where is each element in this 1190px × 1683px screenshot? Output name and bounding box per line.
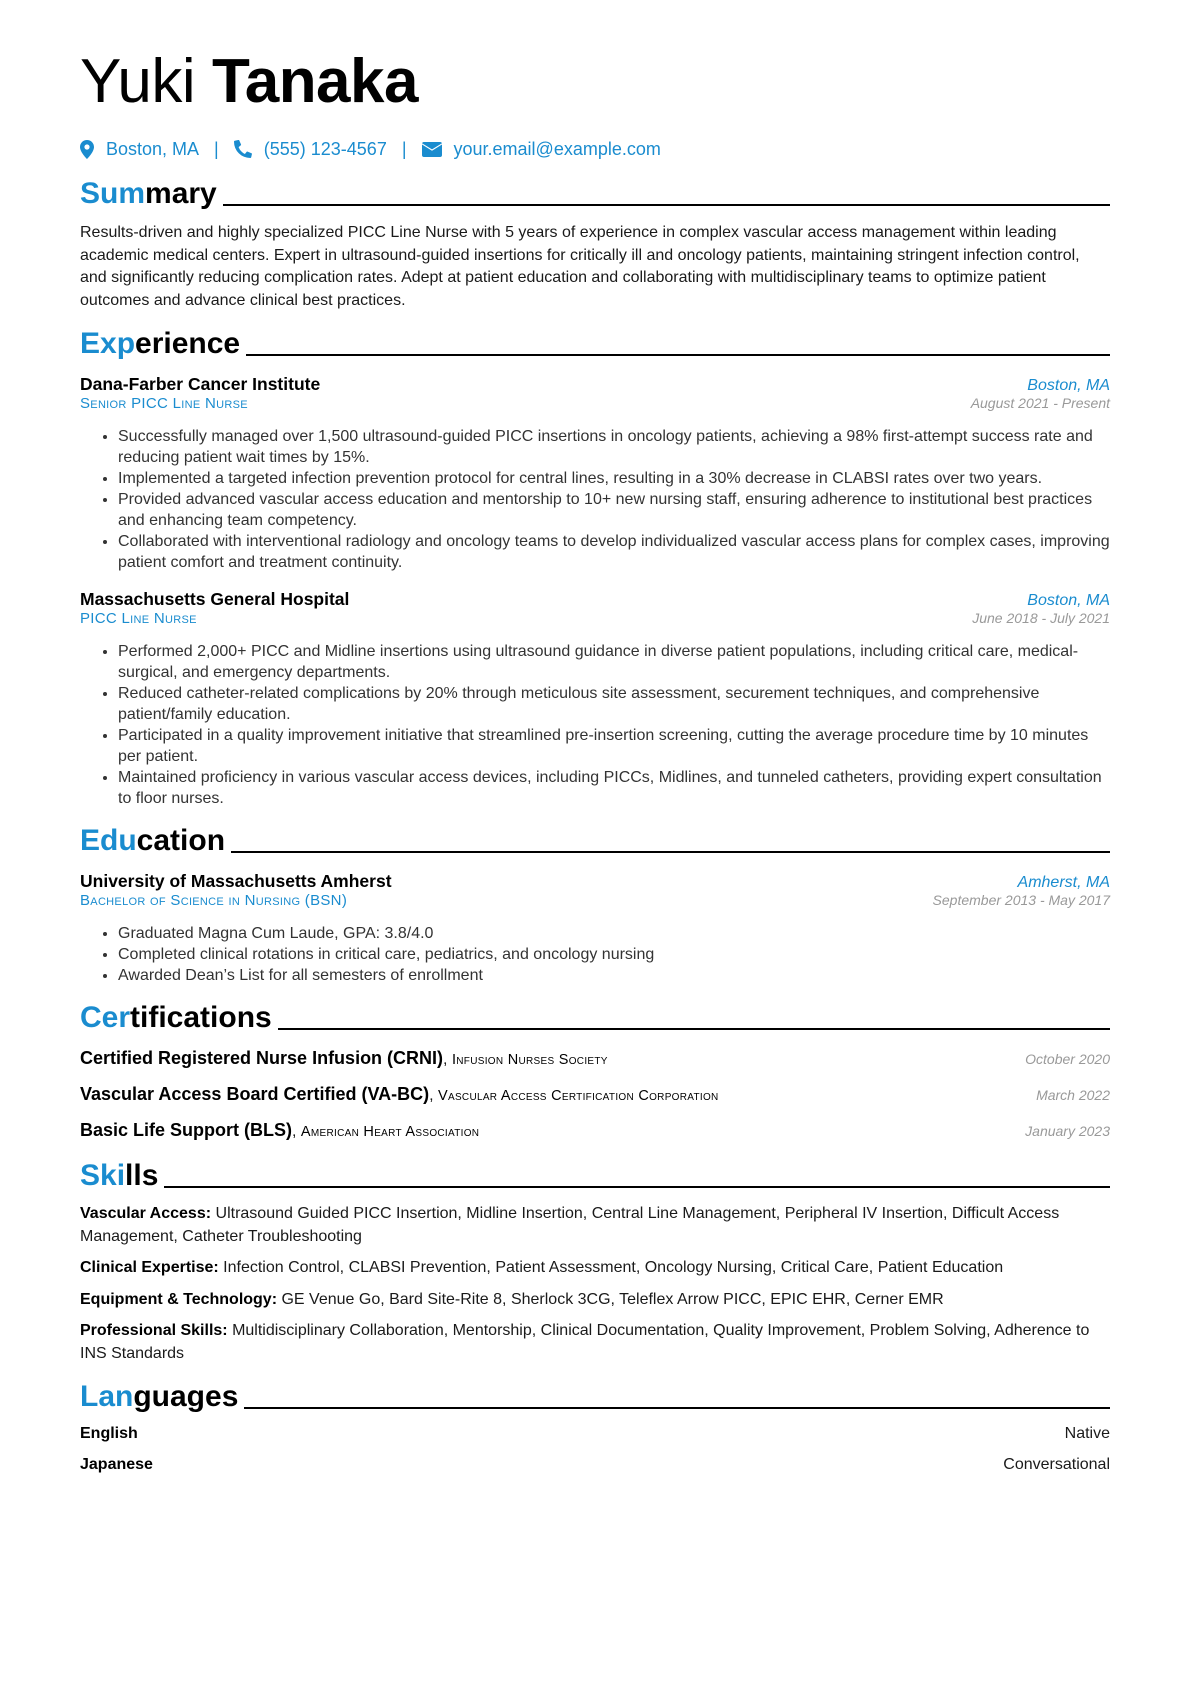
entry-bullets <box>80 923 1110 986</box>
section-title <box>80 176 217 212</box>
section-title-rest: cation <box>136 824 226 857</box>
section-title <box>80 823 225 859</box>
skill-group <box>80 1203 1110 1248</box>
language-level: Native <box>1064 1425 1110 1442</box>
bullet-item: • Successfully managed over 1,500 ultrasound-guided PICC insertions in oncology patients, achieving a 98% first-attempt success rate and reducing patient wait times by 15%. <box>118 426 1110 468</box>
last-name: Tanaka <box>211 47 419 116</box>
section-title-accent: Edu <box>80 824 137 857</box>
section-rule <box>231 851 1110 853</box>
certification-name: Vascular Access Board Certified (VA-BC) <box>80 1084 430 1104</box>
section-title <box>80 326 240 362</box>
bullet-item: • Participated in a quality improvement initiative that streamlined pre-insertion screening, cutting the average procedure time by 10 minutes per patient. <box>118 725 1110 767</box>
language-item <box>80 1425 1110 1446</box>
entry-location: Boston, MA <box>1027 592 1110 609</box>
entry-bullets <box>80 426 1110 573</box>
skill-group <box>80 1289 1110 1312</box>
section-title-accent: Lan <box>80 1380 134 1413</box>
bullet-item: • Awarded Dean’s List for all semesters of enrollment <box>118 965 1110 986</box>
entry-dates: August 2021 - Present <box>970 395 1110 411</box>
certification-issuer: Vascular Access Certification Corporation <box>438 1088 719 1104</box>
entry-title: Senior PICC Line Nurse <box>80 395 248 412</box>
first-name: Yuki <box>80 47 196 116</box>
summary-heading <box>80 172 1110 212</box>
skill-value: Ultrasound Guided PICC Insertion, Midline Insertion, Central Line Management, Peripheral IV Insertion, Difficult Access Management, Catheter Troubleshooting <box>80 1205 1060 1245</box>
certification-name: Certified Registered Nurse Infusion (CRNI) <box>80 1048 444 1068</box>
language-name: English <box>80 1425 138 1442</box>
contact-separator: | <box>401 138 407 159</box>
entry-dates: September 2013 - May 2017 <box>932 892 1110 908</box>
bullet-item: • Provided advanced vascular access education and mentorship to 10+ new nursing staff, ensuring adherence to institutional best practices and enhancing team competency. <box>118 489 1110 531</box>
entry-dates: June 2018 - July 2021 <box>972 610 1110 626</box>
certification-item: Basic Life Support (BLS), American Heart Association January 2023 <box>80 1120 1110 1140</box>
email-text: your.email@example.com <box>453 138 661 159</box>
entry-title: PICC Line Nurse <box>80 610 197 627</box>
section-title-rest: lls <box>125 1159 159 1192</box>
phone-icon <box>234 140 252 158</box>
section-title-rest: guages <box>133 1380 239 1413</box>
section-title-accent: Exp <box>80 327 136 360</box>
section-title <box>80 1379 238 1415</box>
skill-group <box>80 1320 1110 1365</box>
education-entry <box>80 871 1110 986</box>
experience-heading <box>80 322 1110 362</box>
section-rule <box>244 1407 1110 1409</box>
skill-value: GE Venue Go, Bard Site-Rite 8, Sherlock 3CG, Teleflex Arrow PICC, EPIC EHR, Cerner EMR <box>281 1290 944 1308</box>
skill-label: Vascular Access: <box>80 1205 212 1222</box>
entry-organization: Dana-Farber Cancer Institute <box>80 374 321 394</box>
certification-item: Certified Registered Nurse Infusion (CRNI), Infusion Nurses Society October 2020 <box>80 1048 1110 1068</box>
experience-entry <box>80 589 1110 809</box>
entry-title: Bachelor of Science in Nursing (BSN) <box>80 892 348 909</box>
section-title-rest: erience <box>135 327 241 360</box>
bullet-item: • Reduced catheter-related complications by 20% through meticulous site assessment, securement techniques, and comprehensive patient/family education. <box>118 683 1110 725</box>
section-title <box>80 1158 158 1194</box>
contact-separator: | <box>214 138 219 159</box>
section-title-accent: Ski <box>80 1159 126 1192</box>
contact-email[interactable] <box>422 139 661 160</box>
bullet-item: • Maintained proficiency in various vascular access devices, including PICCs, Midlines, and tunneled catheters, providing expert consultation to floor nurses. <box>118 767 1110 809</box>
bullet-item: • Graduated Magna Cum Laude, GPA: 3.8/4.0 <box>118 923 1110 944</box>
entry-bullets <box>80 641 1110 809</box>
section-rule <box>278 1028 1110 1030</box>
certification-issuer: American Heart Association <box>300 1124 480 1140</box>
bullet-item: • Completed clinical rotations in critical care, pediatrics, and oncology nursing <box>118 944 1110 965</box>
skill-group <box>80 1257 1110 1280</box>
language-level: Conversational <box>1003 1456 1110 1473</box>
envelope-icon <box>422 142 442 157</box>
section-rule <box>164 1186 1110 1188</box>
section-title <box>80 1000 272 1036</box>
section-rule <box>246 354 1110 356</box>
contact-location <box>80 139 199 160</box>
skill-label: Professional Skills: <box>80 1322 228 1339</box>
certification-date: January 2023 <box>1025 1123 1110 1139</box>
language-item <box>80 1456 1110 1477</box>
entry-location: Boston, MA <box>1027 377 1110 394</box>
certification-name: Basic Life Support (BLS) <box>80 1120 293 1140</box>
certification-issuer: Infusion Nurses Society <box>451 1052 608 1068</box>
summary-text: Results-driven and highly specialized PICC Line Nurse with 5 years of experience in complex vascular access management within leading academic medical centers. Expert in ultrasound-guided insertions for critically ill and oncology patients, maintaining stringent infection control, and significantly reducing complication rates. Adept at patient education and collaborating with multidisciplinary teams to optimize patient outcomes and advance clinical best practices. <box>80 224 1080 309</box>
entry-organization: Massachusetts General Hospital <box>80 589 350 609</box>
certification-date: October 2020 <box>1025 1051 1110 1067</box>
certifications-heading <box>80 996 1110 1036</box>
skill-label: Equipment & Technology: <box>80 1290 278 1308</box>
section-rule <box>223 204 1110 206</box>
bullet-item: • Performed 2,000+ PICC and Midline insertions using ultrasound guidance in diverse patient populations, including critical care, medical-surgical, and emergency departments. <box>118 641 1110 683</box>
contact-line <box>80 136 1110 162</box>
bullet-item: • Collaborated with interventional radiology and oncology teams to develop individualized vascular access plans for complex cases, improving patient comfort and treatment continuity. <box>118 531 1110 573</box>
map-pin-icon <box>80 140 94 159</box>
education-heading <box>80 819 1110 859</box>
location-text: Boston, MA <box>106 138 200 159</box>
certification-item: Vascular Access Board Certified (VA-BC), Vascular Access Certification Corporation March 2022 <box>80 1084 1110 1104</box>
contact-phone[interactable] <box>234 139 387 160</box>
entry-organization: University of Massachusetts Amherst <box>80 871 392 891</box>
experience-entry <box>80 374 1110 573</box>
entry-location: Amherst, MA <box>1017 874 1110 891</box>
language-name: Japanese <box>80 1456 153 1473</box>
section-title-rest: tifications <box>130 1001 272 1034</box>
phone-text: (555) 123-4567 <box>263 138 387 159</box>
section-title-accent: Cer <box>80 1001 131 1034</box>
languages-heading <box>80 1375 1110 1415</box>
certification-date: March 2022 <box>1036 1087 1110 1103</box>
resume-name <box>80 44 1110 120</box>
skills-heading <box>80 1154 1110 1194</box>
section-title-accent: Sum <box>80 177 146 210</box>
section-title-rest: mary <box>145 177 217 210</box>
skill-label: Clinical Expertise: <box>80 1259 219 1276</box>
skill-value: Infection Control, CLABSI Prevention, Patient Assessment, Oncology Nursing, Critical Care, Patient Education <box>223 1259 1004 1276</box>
skill-value: Multidisciplinary Collaboration, Mentorship, Clinical Documentation, Quality Improvement, Problem Solving, Adherence to INS Standards <box>80 1322 1090 1362</box>
bullet-item: • Implemented a targeted infection prevention protocol for central lines, resulting in a 30% decrease in CLABSI rates over two years. <box>118 468 1110 489</box>
